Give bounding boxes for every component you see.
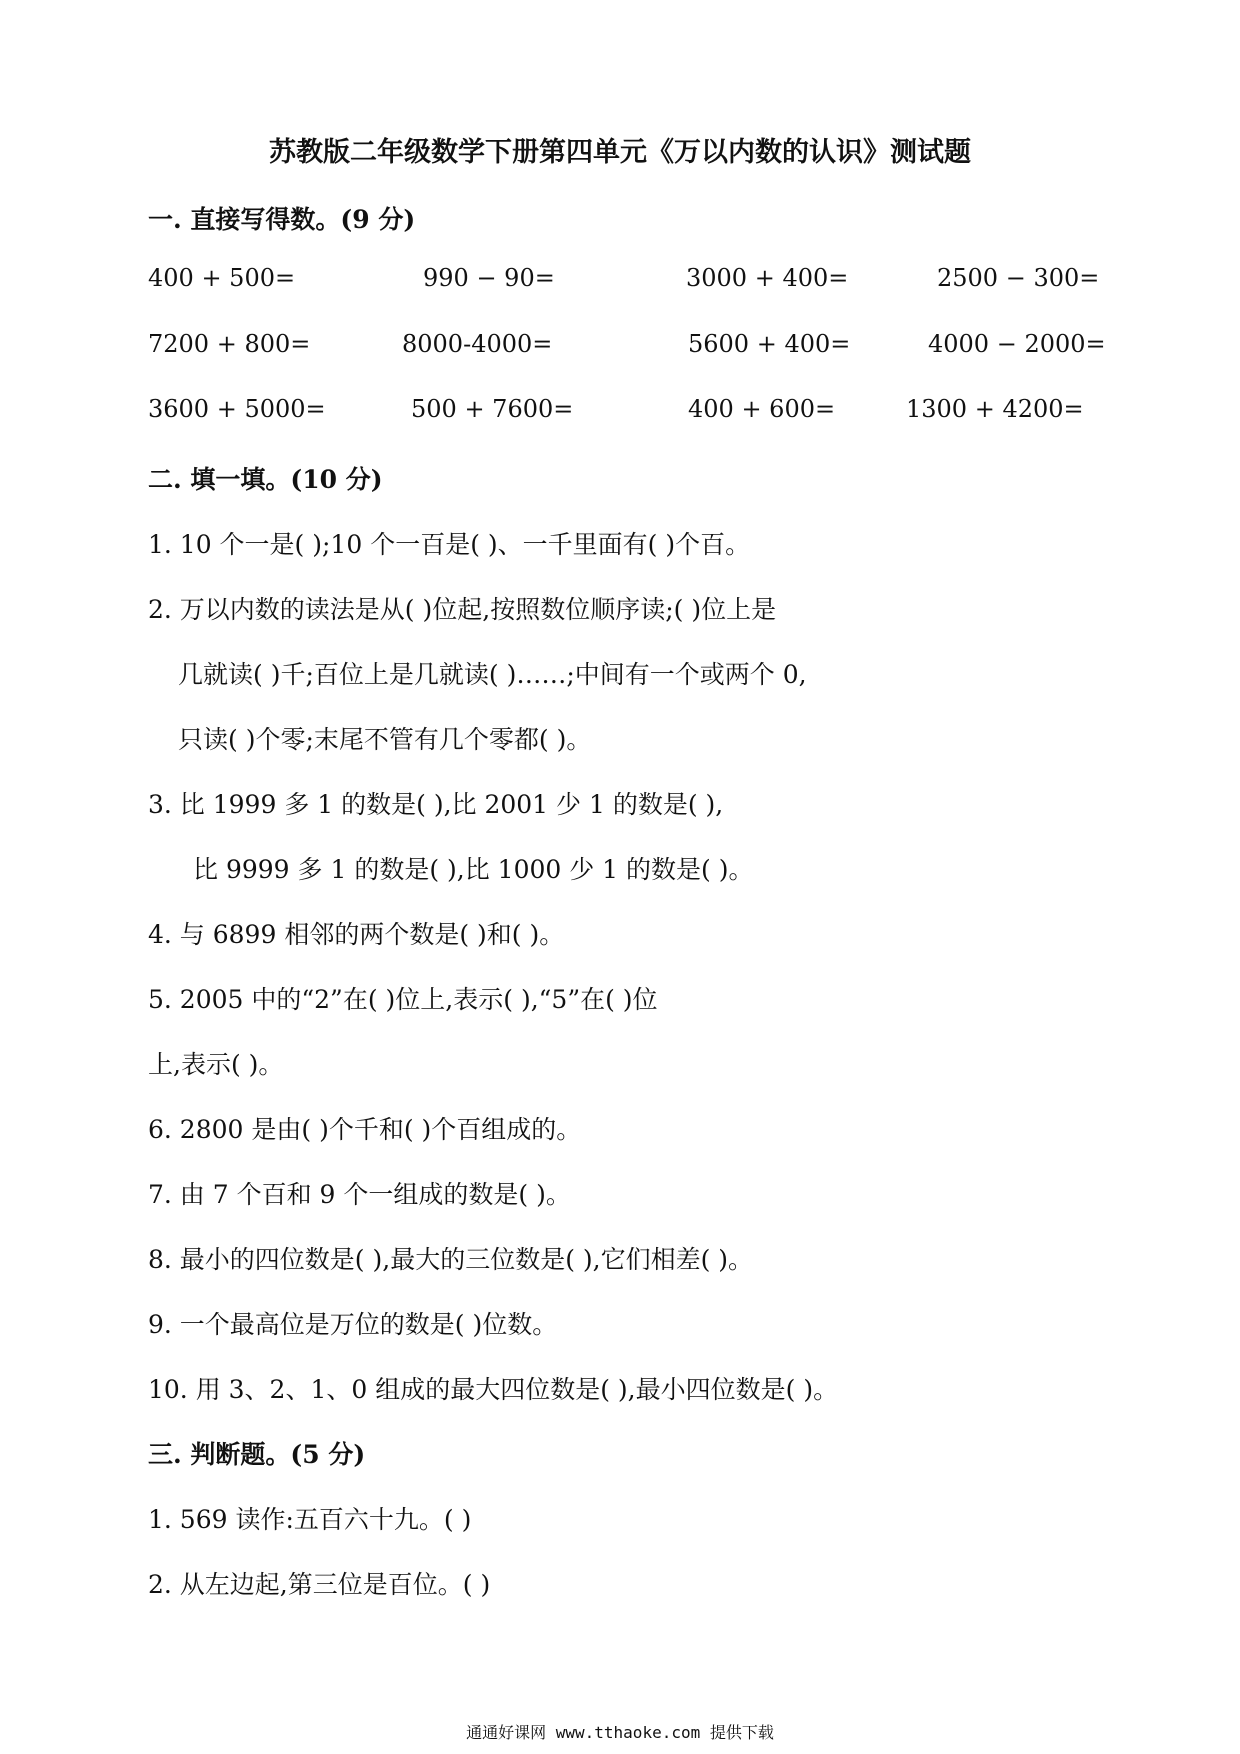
equation: 500 + 7600= <box>411 395 574 423</box>
section-1-heading: 一. 直接写得数。(9 分) <box>148 205 416 234</box>
equation: 400 + 500= <box>148 264 296 292</box>
question-line: 比 9999 多 1 的数是( ),比 1000 少 1 的数是( )。 <box>193 855 754 884</box>
equation: 7200 + 800= <box>148 330 311 358</box>
equation: 1300 + 4200= <box>906 395 1084 423</box>
equation: 8000-4000= <box>402 330 553 358</box>
footer-source: 通通好课网 www.tthaoke.com 提供下载 <box>466 1723 774 1742</box>
question-line: 2. 万以内数的读法是从( )位起,按照数位顺序读;( )位上是 <box>148 595 777 624</box>
question-line: 2. 从左边起,第三位是百位。( ) <box>148 1570 491 1599</box>
question-line: 9. 一个最高位是万位的数是( )位数。 <box>148 1310 558 1339</box>
question-line: 5. 2005 中的“2”在( )位上,表示( ),“5”在( )位 <box>148 985 658 1014</box>
equation: 2500 − 300= <box>937 264 1100 292</box>
question-line: 10. 用 3、2、1、0 组成的最大四位数是( ),最小四位数是( )。 <box>148 1375 839 1404</box>
equation: 3000 + 400= <box>686 264 849 292</box>
equation: 990 − 90= <box>423 264 555 292</box>
question-line: 上,表示( )。 <box>148 1050 284 1079</box>
page-title: 苏教版二年级数学下册第四单元《万以内数的认识》测试题 <box>269 137 971 168</box>
question-line: 1. 10 个一是( );10 个一百是( )、一千里面有( )个百。 <box>148 530 751 559</box>
question-line: 1. 569 读作:五百六十九。( ) <box>148 1505 472 1534</box>
question-line: 只读( )个零;末尾不管有几个零都( )。 <box>178 725 592 754</box>
equation: 3600 + 5000= <box>148 395 326 423</box>
equation: 400 + 600= <box>688 395 836 423</box>
section-2-heading: 二. 填一填。(10 分) <box>148 465 383 494</box>
equation: 5600 + 400= <box>688 330 851 358</box>
question-line: 7. 由 7 个百和 9 个一组成的数是( )。 <box>148 1180 571 1209</box>
question-line: 几就读( )千;百位上是几就读( )……;中间有一个或两个 0, <box>178 660 807 689</box>
section-3-heading: 三. 判断题。(5 分) <box>148 1440 366 1469</box>
question-line: 3. 比 1999 多 1 的数是( ),比 2001 少 1 的数是( ), <box>148 790 724 819</box>
question-line: 8. 最小的四位数是( ),最大的三位数是( ),它们相差( )。 <box>148 1245 754 1274</box>
equation: 4000 − 2000= <box>928 330 1106 358</box>
question-line: 6. 2800 是由( )个千和( )个百组成的。 <box>148 1115 582 1144</box>
question-line: 4. 与 6899 相邻的两个数是( )和( )。 <box>148 920 565 949</box>
